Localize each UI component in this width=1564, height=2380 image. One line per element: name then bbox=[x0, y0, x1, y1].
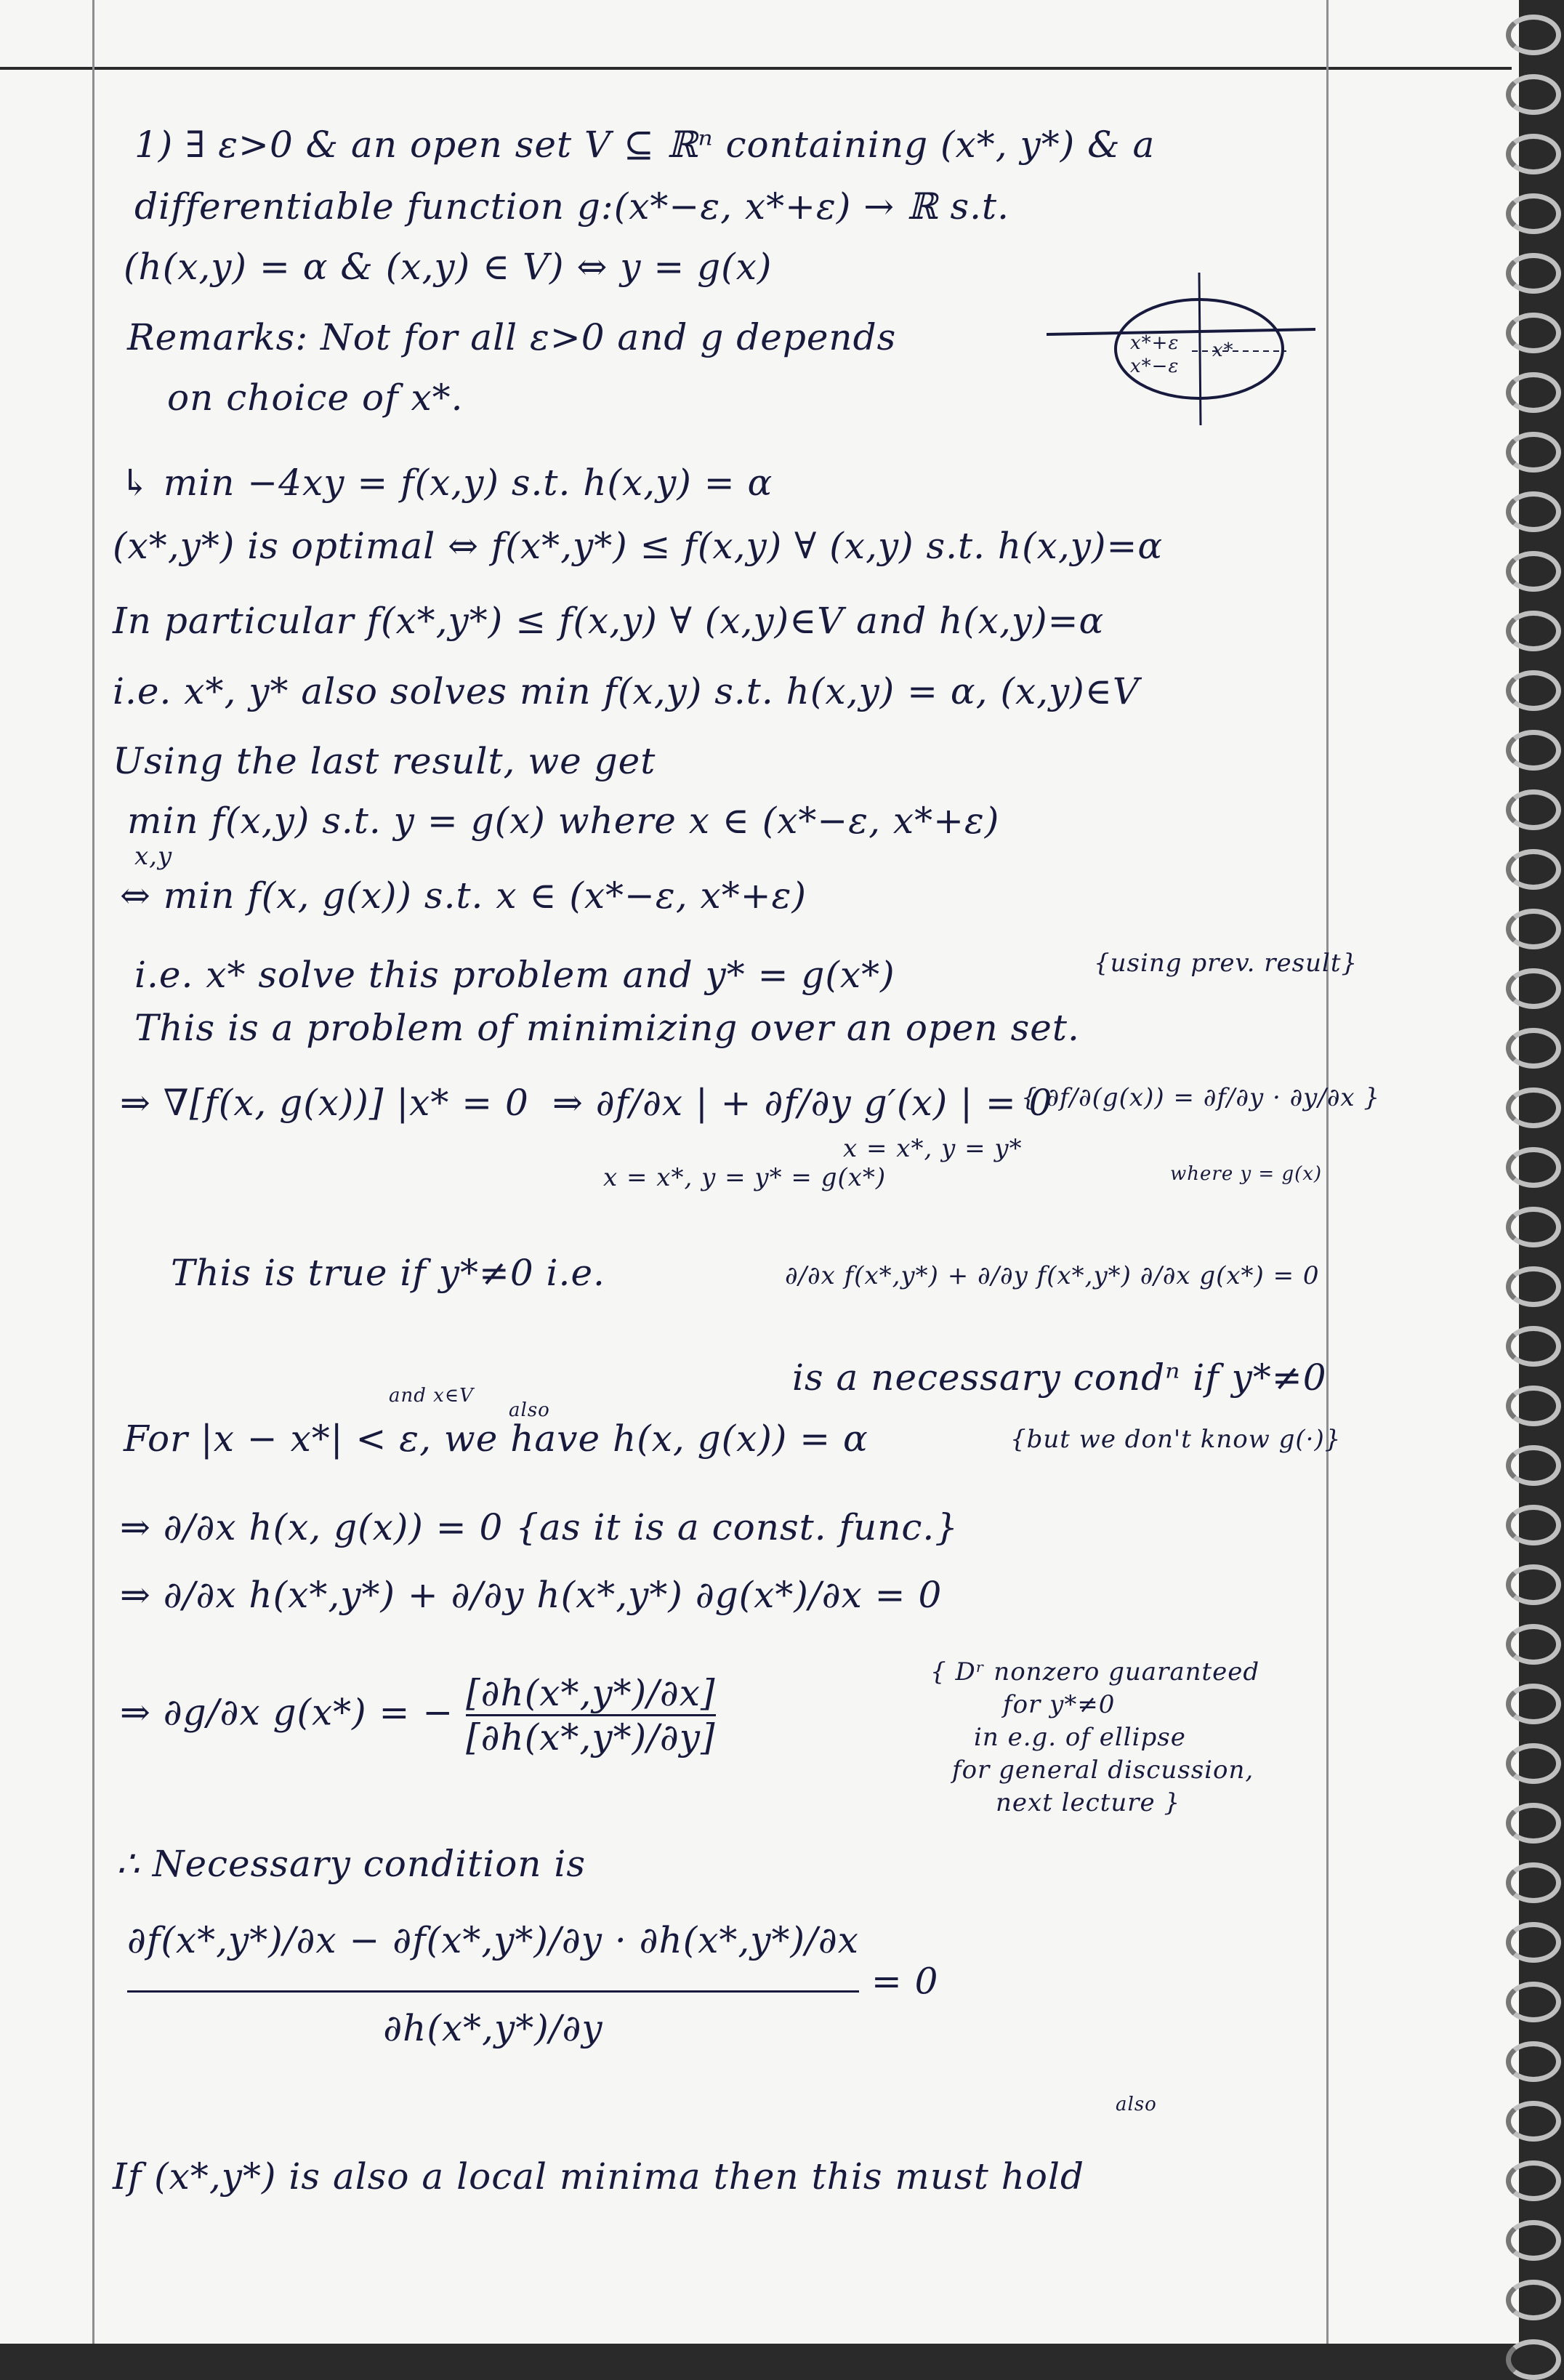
spiral-ring bbox=[1506, 2220, 1561, 2261]
spiral-ring bbox=[1506, 432, 1561, 473]
spiral-ring bbox=[1506, 2041, 1561, 2082]
spiral-ring bbox=[1506, 1445, 1561, 1486]
spiral-ring bbox=[1506, 849, 1561, 890]
spiral-ring bbox=[1506, 1207, 1561, 1247]
spiral-ring bbox=[1506, 1982, 1561, 2022]
optimal-line: (x*,y*) is optimal ⇔ f(x*,y*) ≤ f(x,y) ∀ (x,y) s.t. h(x,y)=α bbox=[113, 525, 1164, 567]
spiral-ring bbox=[1506, 1564, 1561, 1605]
spiral-ring bbox=[1506, 1028, 1561, 1069]
spiral-ring bbox=[1506, 1266, 1561, 1307]
also-note: also bbox=[509, 1399, 550, 1421]
spiral-ring bbox=[1506, 1743, 1561, 1784]
final-fraction bbox=[127, 1919, 859, 2049]
spiral-ring bbox=[1506, 909, 1561, 949]
ellipse-label-x: x* bbox=[1212, 339, 1234, 361]
spiral-ring bbox=[1506, 313, 1561, 353]
spiral-ring bbox=[1506, 74, 1561, 115]
necessary-condition-heading: ∴ Necessary condition is bbox=[116, 1843, 586, 1885]
note-line-2: differentiable function g:(x*−ε, x*+ε) → ℝ s.t. bbox=[134, 185, 1010, 228]
equiv-min-line: ⇔ min f(x, g(x)) s.t. x ∈ (x*−ε, x*+ε) bbox=[120, 875, 807, 917]
spiral-ring bbox=[1506, 1147, 1561, 1188]
spiral-ring bbox=[1506, 968, 1561, 1009]
ellipse-label-lower: x*−ε bbox=[1130, 355, 1180, 377]
spiral-ring bbox=[1506, 193, 1561, 234]
dg-numerator: [∂h(x*,y*)/∂x] bbox=[466, 1672, 716, 1714]
spiral-ring bbox=[1506, 1386, 1561, 1426]
spiral-ring bbox=[1506, 1803, 1561, 1844]
particular-line: In particular f(x*,y*) ≤ f(x,y) ∀ (x,y)∈V and h(x,y)=α bbox=[113, 600, 1105, 642]
spiral-ring bbox=[1506, 134, 1561, 174]
final-condition-eq bbox=[127, 1919, 938, 2049]
using-prev-note: {using prev. result} bbox=[1094, 949, 1358, 978]
spiral-ring bbox=[1506, 611, 1561, 651]
final-denominator: ∂h(x*,y*)/∂y bbox=[383, 2007, 603, 2049]
true-if-line: This is true if y*≠0 i.e. bbox=[171, 1252, 605, 1294]
spiral-ring bbox=[1506, 1326, 1561, 1367]
top-rule bbox=[0, 67, 1512, 70]
final-numerator: ∂f(x*,y*)/∂x − ∂f(x*,y*)/∂y · ∂h(x*,y*)/∂x bbox=[127, 1919, 859, 1961]
side-note-line-3: in e.g. of ellipse bbox=[974, 1723, 1186, 1752]
const-func-eq: ⇒ ∂/∂x h(x, g(x)) = 0 {as it is a const. func.} bbox=[120, 1506, 959, 1548]
spiral-ring bbox=[1506, 1624, 1561, 1665]
spiral-ring bbox=[1506, 253, 1561, 294]
spiral-ring bbox=[1506, 2160, 1561, 2201]
spiral-ring bbox=[1506, 491, 1561, 532]
final-equals-zero: = 0 bbox=[871, 1960, 939, 2003]
spiral-ring bbox=[1506, 1088, 1561, 1128]
spiral-ring bbox=[1506, 1862, 1561, 1903]
ellipse-sketch bbox=[1047, 273, 1315, 425]
spiral-ring bbox=[1506, 1505, 1561, 1545]
spiral-ring bbox=[1506, 2101, 1561, 2142]
chain-sub-1: x = x*, y = y* = g(x*) bbox=[603, 1163, 887, 1192]
spiral-ring bbox=[1506, 1684, 1561, 1724]
open-set-line: This is a problem of minimizing over an open set. bbox=[134, 1007, 1080, 1049]
side-note-line-4: for general discussion, bbox=[952, 1756, 1254, 1785]
min-problem: ↳ min −4xy = f(x,y) s.t. h(x,y) = α bbox=[120, 462, 773, 504]
side-note-where: where y = g(x) bbox=[1170, 1163, 1323, 1185]
dg-lhs: ⇒ ∂g/∂x g(x*) = − bbox=[120, 1691, 454, 1734]
chain-rule-eq: ⇒ ∂f/∂x | + ∂f/∂y g′(x) | = 0 bbox=[552, 1082, 1053, 1124]
note-line-1: 1) ∃ ε>0 & an open set V ⊆ ℝⁿ containing (x*, y*) & a bbox=[134, 124, 1156, 166]
using-result-line: Using the last result, we get bbox=[113, 740, 656, 782]
gradient-eq: ⇒ ∇[f(x, g(x))] |x* = 0 bbox=[120, 1082, 529, 1124]
side-note-line-1: { Dʳ nonzero guaranteed bbox=[930, 1657, 1260, 1686]
spiral-ring bbox=[1506, 2280, 1561, 2320]
dg-eq bbox=[120, 1672, 716, 1758]
also-note-2: also bbox=[1116, 2094, 1157, 2115]
solve-line: i.e. x* solve this problem and y* = g(x*) bbox=[134, 954, 895, 996]
min-xy-line: min f(x,y) s.t. y = g(x) where x ∈ (x*−ε, x*+ε) bbox=[127, 800, 1000, 842]
sum-h-eq: ⇒ ∂/∂x h(x*,y*) + ∂/∂y h(x*,y*) ∂g(x*)/∂x = 0 bbox=[120, 1574, 943, 1616]
ellipse-diagram-icon bbox=[1047, 273, 1315, 425]
necessary-cond-line: is a necessary condⁿ if y*≠0 bbox=[792, 1356, 1327, 1399]
dg-denominator: [∂h(x*,y*)/∂y] bbox=[466, 1716, 716, 1758]
side-note-line-2: for y*≠0 bbox=[1003, 1690, 1116, 1719]
spiral-binding bbox=[1499, 0, 1564, 2344]
remarks-line: Remarks: Not for all ε>0 and g depends bbox=[127, 316, 897, 358]
spiral-ring bbox=[1506, 551, 1561, 592]
spiral-ring bbox=[1506, 2339, 1561, 2380]
for-x-line: For |x − x*| < ε, we have h(x, g(x)) = α bbox=[124, 1418, 868, 1460]
remarks-line-2: on choice of x*. bbox=[167, 377, 464, 419]
true-if-eq: ∂/∂x f(x*,y*) + ∂/∂y f(x*,y*) ∂/∂x g(x*) = 0 bbox=[785, 1261, 1320, 1290]
also-solves-line: i.e. x*, y* also solves min f(x,y) s.t. h(x,y) = α, (x,y)∈V bbox=[113, 670, 1140, 712]
dg-fraction bbox=[466, 1672, 715, 1758]
spiral-ring bbox=[1506, 730, 1561, 771]
spiral-ring bbox=[1506, 372, 1561, 413]
local-minima-line: If (x*,y*) is also a local minima then this must hold bbox=[113, 2155, 1084, 2198]
spiral-ring bbox=[1506, 1922, 1561, 1963]
left-margin-line bbox=[92, 0, 94, 2344]
spiral-ring bbox=[1506, 15, 1561, 55]
chain-sub-2: x = x*, y = y* bbox=[843, 1134, 1023, 1163]
ellipse-label-upper: x*+ε bbox=[1130, 332, 1180, 354]
fraction-bar bbox=[127, 1990, 859, 1993]
side-note-line-5: next lecture } bbox=[996, 1788, 1181, 1817]
note-line-3: (h(x,y) = α & (x,y) ∈ V) ⇔ y = g(x) bbox=[124, 246, 773, 288]
dont-know-note: {but we don't know g(·)} bbox=[1010, 1425, 1342, 1454]
spiral-ring bbox=[1506, 670, 1561, 711]
min-subscript: x,y bbox=[134, 842, 173, 871]
right-margin-line bbox=[1326, 0, 1329, 2344]
side-note-chain: { ∂f/∂(g(x)) = ∂f/∂y · ∂y/∂x } bbox=[1021, 1083, 1381, 1112]
and-x-in-v-note: and x∈V bbox=[389, 1385, 474, 1407]
spiral-ring bbox=[1506, 789, 1561, 830]
